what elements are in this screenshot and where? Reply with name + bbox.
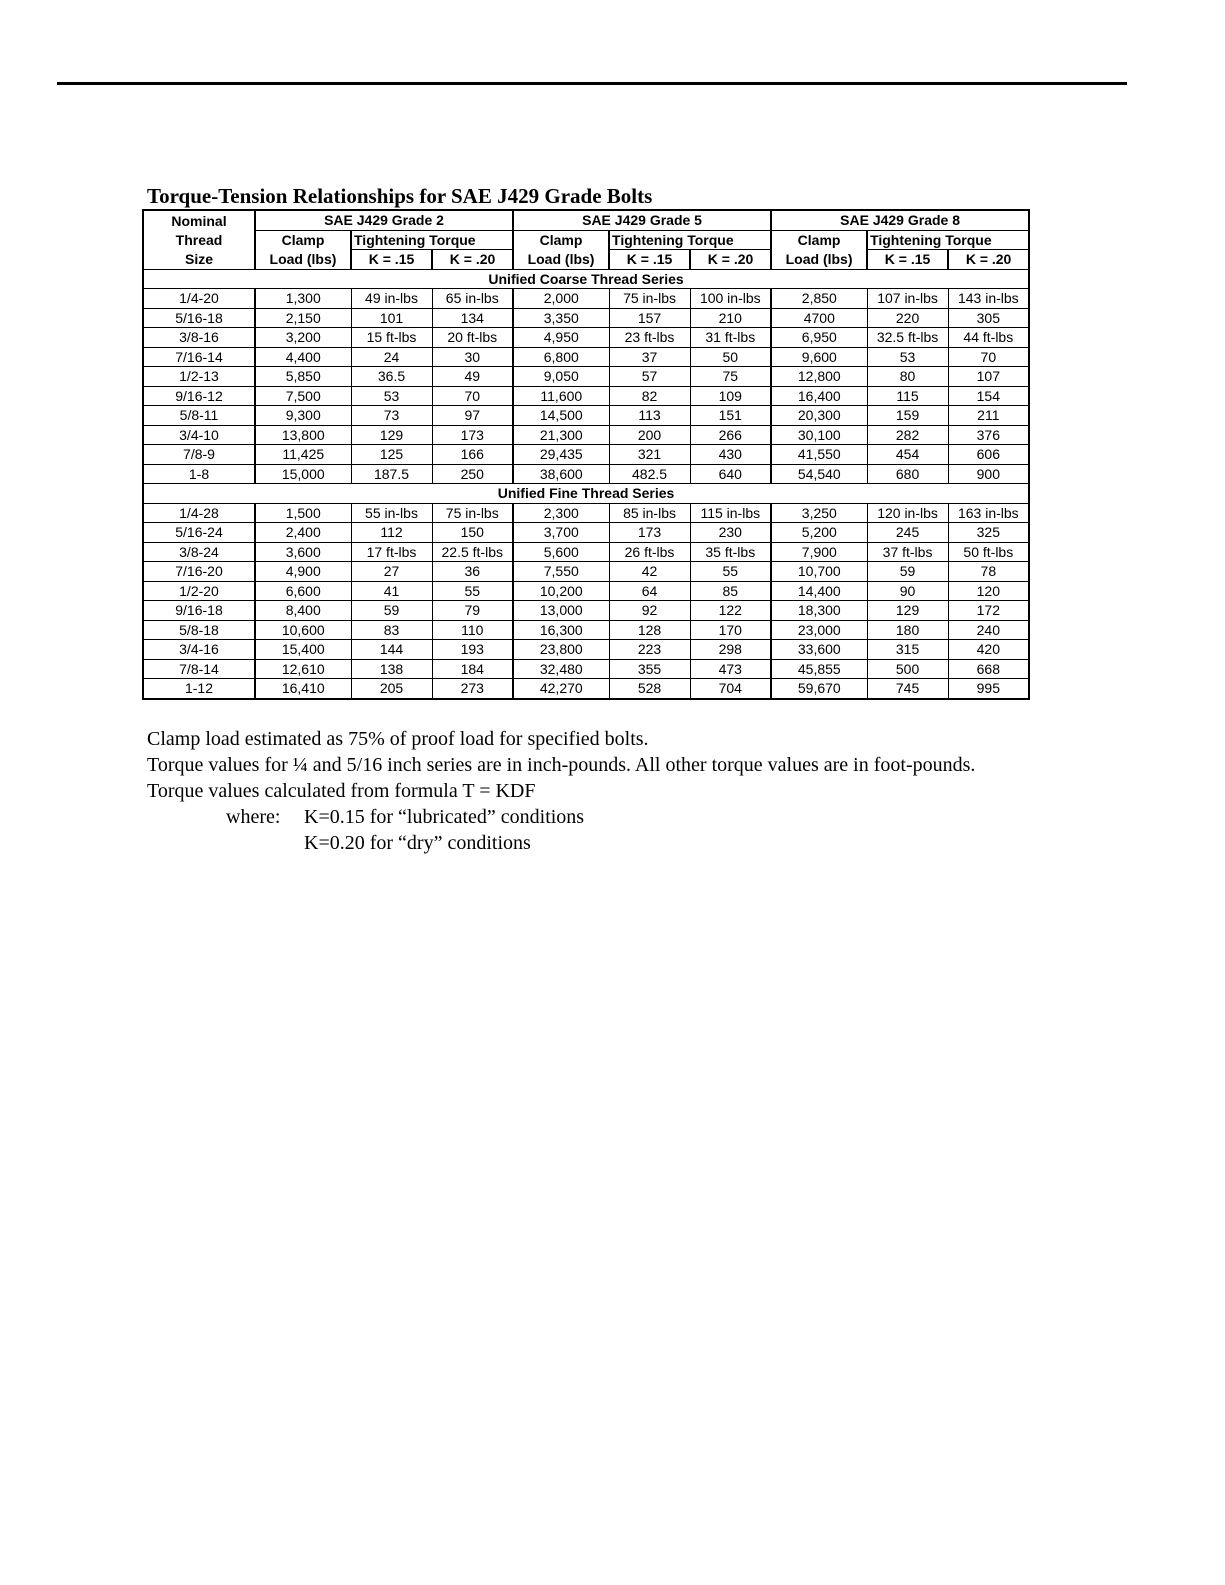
table-cell: 23,800 [513, 640, 609, 660]
table-cell: 64 [609, 581, 690, 601]
table-cell: 31 ft-lbs [690, 328, 771, 348]
table-cell: 9/16-12 [143, 386, 255, 406]
table-cell: 454 [867, 445, 948, 465]
table-cell: 10,700 [771, 562, 867, 582]
table-cell: 500 [867, 659, 948, 679]
table-cell: 420 [948, 640, 1029, 660]
table-cell: 5,600 [513, 542, 609, 562]
table-cell: 59,670 [771, 679, 867, 699]
table-cell: 173 [609, 523, 690, 543]
header-k15: K = .15 [609, 250, 690, 270]
table-cell: 7/8-9 [143, 445, 255, 465]
table-cell: 211 [948, 406, 1029, 426]
table-cell: 5,200 [771, 523, 867, 543]
table-cell: 53 [351, 386, 432, 406]
table-cell: 163 in-lbs [948, 503, 1029, 523]
page-title: Torque-Tension Relationships for SAE J429 Grade Bolts [147, 184, 653, 208]
table-cell: 1/2-20 [143, 581, 255, 601]
table-cell: 80 [867, 367, 948, 387]
header-tightening-torque: Tightening Torque [609, 230, 771, 250]
table-row [143, 620, 1029, 640]
table-cell: 3/4-16 [143, 640, 255, 660]
table-cell: 109 [690, 386, 771, 406]
table-cell: 53 [867, 347, 948, 367]
table-row [143, 406, 1029, 426]
table-cell: 3/4-10 [143, 425, 255, 445]
table-cell: 273 [432, 679, 513, 699]
series-header-row [143, 269, 1029, 289]
table-row [143, 523, 1029, 543]
table-cell: 144 [351, 640, 432, 660]
table-cell: 17 ft-lbs [351, 542, 432, 562]
table-row [143, 640, 1029, 660]
table-cell: 12,610 [255, 659, 351, 679]
table-cell: 606 [948, 445, 1029, 465]
header-clamp: Clamp [513, 230, 609, 250]
table-cell: 85 [690, 581, 771, 601]
table-cell: 210 [690, 308, 771, 328]
table-cell: 14,500 [513, 406, 609, 426]
table-cell: 36 [432, 562, 513, 582]
table-cell: 55 [432, 581, 513, 601]
header-nominal: Nominal [171, 212, 227, 229]
note-where-lubricated [147, 804, 975, 830]
table-cell: 55 in-lbs [351, 503, 432, 523]
header-k15: K = .15 [867, 250, 948, 270]
table-cell: 230 [690, 523, 771, 543]
where-lubricated: K=0.15 for “lubricated” conditions [304, 806, 585, 828]
table-cell: 134 [432, 308, 513, 328]
table-cell: 166 [432, 445, 513, 465]
header-grade-8: SAE J429 Grade 8 [771, 210, 1029, 230]
torque-tension-table [142, 209, 1030, 700]
table-cell: 49 in-lbs [351, 289, 432, 309]
table-cell: 75 [690, 367, 771, 387]
table-cell: 4,400 [255, 347, 351, 367]
table-cell: 4,950 [513, 328, 609, 348]
header-k15: K = .15 [351, 250, 432, 270]
table-cell: 6,950 [771, 328, 867, 348]
table-cell: 32,480 [513, 659, 609, 679]
table-row [143, 581, 1029, 601]
table-cell: 376 [948, 425, 1029, 445]
table-cell: 70 [948, 347, 1029, 367]
table-cell: 22.5 ft-lbs [432, 542, 513, 562]
table-cell: 13,000 [513, 601, 609, 621]
table-cell: 3,600 [255, 542, 351, 562]
table-cell: 430 [690, 445, 771, 465]
table-cell: 187.5 [351, 464, 432, 484]
header-load: Load (lbs) [771, 250, 867, 270]
table-cell: 528 [609, 679, 690, 699]
table-cell: 21,300 [513, 425, 609, 445]
table-cell: 75 in-lbs [432, 503, 513, 523]
table-cell: 110 [432, 620, 513, 640]
notes [147, 726, 975, 856]
table-cell: 29,435 [513, 445, 609, 465]
table-cell: 36.5 [351, 367, 432, 387]
table-cell: 101 [351, 308, 432, 328]
table-cell: 100 in-lbs [690, 289, 771, 309]
table-cell: 170 [690, 620, 771, 640]
table-cell: 129 [867, 601, 948, 621]
table-cell: 82 [609, 386, 690, 406]
table-cell: 10,600 [255, 620, 351, 640]
table-cell: 45,855 [771, 659, 867, 679]
note-formula: Torque values calculated from formula T = KDF [147, 780, 536, 802]
table-cell: 54,540 [771, 464, 867, 484]
table-row [143, 562, 1029, 582]
table-cell: 70 [432, 386, 513, 406]
table-cell: 159 [867, 406, 948, 426]
table-cell: 23,000 [771, 620, 867, 640]
table-cell: 184 [432, 659, 513, 679]
table-cell: 128 [609, 620, 690, 640]
table-cell: 2,850 [771, 289, 867, 309]
table-cell: 1/4-20 [143, 289, 255, 309]
header-thread: Thread [175, 231, 223, 248]
table-cell: 5/16-24 [143, 523, 255, 543]
table-cell: 154 [948, 386, 1029, 406]
table-cell: 7/8-14 [143, 659, 255, 679]
note-torque-units: Torque values for ¼ and 5/16 inch series are in inch-pounds. All other torque values are in foot-pounds. [147, 754, 976, 776]
table-cell: 680 [867, 464, 948, 484]
header-size: Size [143, 250, 255, 270]
table-row [143, 425, 1029, 445]
table-cell: 44 ft-lbs [948, 328, 1029, 348]
table-cell: 3,350 [513, 308, 609, 328]
header-clamp: Clamp [255, 230, 351, 250]
table-cell: 14,400 [771, 581, 867, 601]
table-cell: 8,400 [255, 601, 351, 621]
table-cell: 75 in-lbs [609, 289, 690, 309]
table-cell: 305 [948, 308, 1029, 328]
table-cell: 20,300 [771, 406, 867, 426]
table-cell: 33,600 [771, 640, 867, 660]
table-cell: 13,800 [255, 425, 351, 445]
table-cell: 220 [867, 308, 948, 328]
table-cell: 5/8-11 [143, 406, 255, 426]
table-cell: 2,000 [513, 289, 609, 309]
table-cell: 5,850 [255, 367, 351, 387]
table-cell: 4700 [771, 308, 867, 328]
table-cell: 298 [690, 640, 771, 660]
table-cell: 55 [690, 562, 771, 582]
table-cell: 704 [690, 679, 771, 699]
table-cell: 42 [609, 562, 690, 582]
table-cell: 282 [867, 425, 948, 445]
table-cell: 115 [867, 386, 948, 406]
table-body [143, 269, 1029, 699]
table-cell: 3/8-24 [143, 542, 255, 562]
table-cell: 59 [351, 601, 432, 621]
table-cell: 10,200 [513, 581, 609, 601]
table-cell: 250 [432, 464, 513, 484]
table-cell: 27 [351, 562, 432, 582]
table-cell: 355 [609, 659, 690, 679]
table-cell: 995 [948, 679, 1029, 699]
table-cell: 49 [432, 367, 513, 387]
table-cell: 24 [351, 347, 432, 367]
table-cell: 7,500 [255, 386, 351, 406]
table-row [143, 386, 1029, 406]
where-dry: K=0.20 for “dry” conditions [304, 832, 531, 854]
table-cell: 200 [609, 425, 690, 445]
header-k20: K = .20 [948, 250, 1029, 270]
table-cell: 59 [867, 562, 948, 582]
table-cell: 41 [351, 581, 432, 601]
table-cell: 7,550 [513, 562, 609, 582]
table-cell: 23 ft-lbs [609, 328, 690, 348]
table-cell: 1-8 [143, 464, 255, 484]
table-cell: 18,300 [771, 601, 867, 621]
table-cell: 1,500 [255, 503, 351, 523]
table-cell: 7/16-20 [143, 562, 255, 582]
table-cell: 3/8-16 [143, 328, 255, 348]
table-row [143, 601, 1029, 621]
table-cell: 3,700 [513, 523, 609, 543]
table-cell: 129 [351, 425, 432, 445]
table-row [143, 308, 1029, 328]
table-cell: 37 ft-lbs [867, 542, 948, 562]
table-cell: 38,600 [513, 464, 609, 484]
table-cell: 2,400 [255, 523, 351, 543]
header-clamp: Clamp [771, 230, 867, 250]
table-cell: 2,300 [513, 503, 609, 523]
table-cell: 900 [948, 464, 1029, 484]
table-cell: 7/16-14 [143, 347, 255, 367]
table-cell: 745 [867, 679, 948, 699]
table-cell: 32.5 ft-lbs [867, 328, 948, 348]
table-cell: 2,150 [255, 308, 351, 328]
table-cell: 15,400 [255, 640, 351, 660]
table-cell: 120 [948, 581, 1029, 601]
table-cell: 122 [690, 601, 771, 621]
table-cell: 78 [948, 562, 1029, 582]
table-cell: 97 [432, 406, 513, 426]
table-cell: 325 [948, 523, 1029, 543]
series-title: Unified Coarse Thread Series [143, 269, 1029, 289]
header-grade-2: SAE J429 Grade 2 [255, 210, 513, 230]
table-cell: 151 [690, 406, 771, 426]
table-cell: 57 [609, 367, 690, 387]
header-k20: K = .20 [432, 250, 513, 270]
table-row [143, 464, 1029, 484]
table-cell: 85 in-lbs [609, 503, 690, 523]
table-row [143, 367, 1029, 387]
table-cell: 1/2-13 [143, 367, 255, 387]
table-row [143, 659, 1029, 679]
table-cell: 83 [351, 620, 432, 640]
table-cell: 1,300 [255, 289, 351, 309]
table-cell: 172 [948, 601, 1029, 621]
table-row [143, 679, 1029, 699]
table-cell: 5/8-18 [143, 620, 255, 640]
table-row [143, 542, 1029, 562]
header-load: Load (lbs) [513, 250, 609, 270]
table-cell: 107 [948, 367, 1029, 387]
table-row [143, 445, 1029, 465]
table-cell: 30 [432, 347, 513, 367]
table-cell: 205 [351, 679, 432, 699]
table-cell: 143 in-lbs [948, 289, 1029, 309]
series-header-row [143, 484, 1029, 504]
table-cell: 473 [690, 659, 771, 679]
series-title: Unified Fine Thread Series [143, 484, 1029, 504]
header-rule [57, 82, 1127, 85]
header-grade-5: SAE J429 Grade 5 [513, 210, 771, 230]
table-cell: 65 in-lbs [432, 289, 513, 309]
table-cell: 193 [432, 640, 513, 660]
table-cell: 15 ft-lbs [351, 328, 432, 348]
table-cell: 245 [867, 523, 948, 543]
table-cell: 12,800 [771, 367, 867, 387]
table-cell: 37 [609, 347, 690, 367]
table-cell: 26 ft-lbs [609, 542, 690, 562]
table-cell: 35 ft-lbs [690, 542, 771, 562]
header-k20: K = .20 [690, 250, 771, 270]
table-cell: 223 [609, 640, 690, 660]
table-cell: 11,600 [513, 386, 609, 406]
table-cell: 6,800 [513, 347, 609, 367]
table-cell: 138 [351, 659, 432, 679]
table-cell: 9,300 [255, 406, 351, 426]
table-cell: 3,200 [255, 328, 351, 348]
table-cell: 112 [351, 523, 432, 543]
table-cell: 115 in-lbs [690, 503, 771, 523]
table-cell: 1/4-28 [143, 503, 255, 523]
table-cell: 7,900 [771, 542, 867, 562]
table-row [143, 503, 1029, 523]
table-cell: 50 [690, 347, 771, 367]
table-row [143, 328, 1029, 348]
header-tightening-torque: Tightening Torque [867, 230, 1029, 250]
table-cell: 16,400 [771, 386, 867, 406]
table-cell: 50 ft-lbs [948, 542, 1029, 562]
table-cell: 150 [432, 523, 513, 543]
table-cell: 1-12 [143, 679, 255, 699]
table-cell: 30,100 [771, 425, 867, 445]
table-cell: 125 [351, 445, 432, 465]
note-clamp-load: Clamp load estimated as 75% of proof load for specified bolts. [147, 728, 649, 750]
table-cell: 6,600 [255, 581, 351, 601]
table-cell: 15,000 [255, 464, 351, 484]
table-cell: 73 [351, 406, 432, 426]
table-cell: 640 [690, 464, 771, 484]
table-cell: 5/16-18 [143, 308, 255, 328]
table-cell: 9,050 [513, 367, 609, 387]
table-row [143, 347, 1029, 367]
table-cell: 41,550 [771, 445, 867, 465]
table-cell: 4,900 [255, 562, 351, 582]
table-cell: 90 [867, 581, 948, 601]
table-cell: 157 [609, 308, 690, 328]
table-cell: 668 [948, 659, 1029, 679]
table-cell: 16,300 [513, 620, 609, 640]
table-cell: 9,600 [771, 347, 867, 367]
table-cell: 315 [867, 640, 948, 660]
table-cell: 107 in-lbs [867, 289, 948, 309]
table-cell: 42,270 [513, 679, 609, 699]
table-cell: 180 [867, 620, 948, 640]
table-cell: 120 in-lbs [867, 503, 948, 523]
table-cell: 266 [690, 425, 771, 445]
table-cell: 79 [432, 601, 513, 621]
table-cell: 240 [948, 620, 1029, 640]
table-cell: 482.5 [609, 464, 690, 484]
where-label: where: [226, 806, 281, 828]
table-cell: 321 [609, 445, 690, 465]
table-cell: 16,410 [255, 679, 351, 699]
header-load: Load (lbs) [255, 250, 351, 270]
table-cell: 173 [432, 425, 513, 445]
table-cell: 9/16-18 [143, 601, 255, 621]
header-tightening-torque: Tightening Torque [351, 230, 513, 250]
table-cell: 3,250 [771, 503, 867, 523]
table-cell: 11,425 [255, 445, 351, 465]
table-cell: 92 [609, 601, 690, 621]
table-row [143, 289, 1029, 309]
table-cell: 20 ft-lbs [432, 328, 513, 348]
table-cell: 113 [609, 406, 690, 426]
